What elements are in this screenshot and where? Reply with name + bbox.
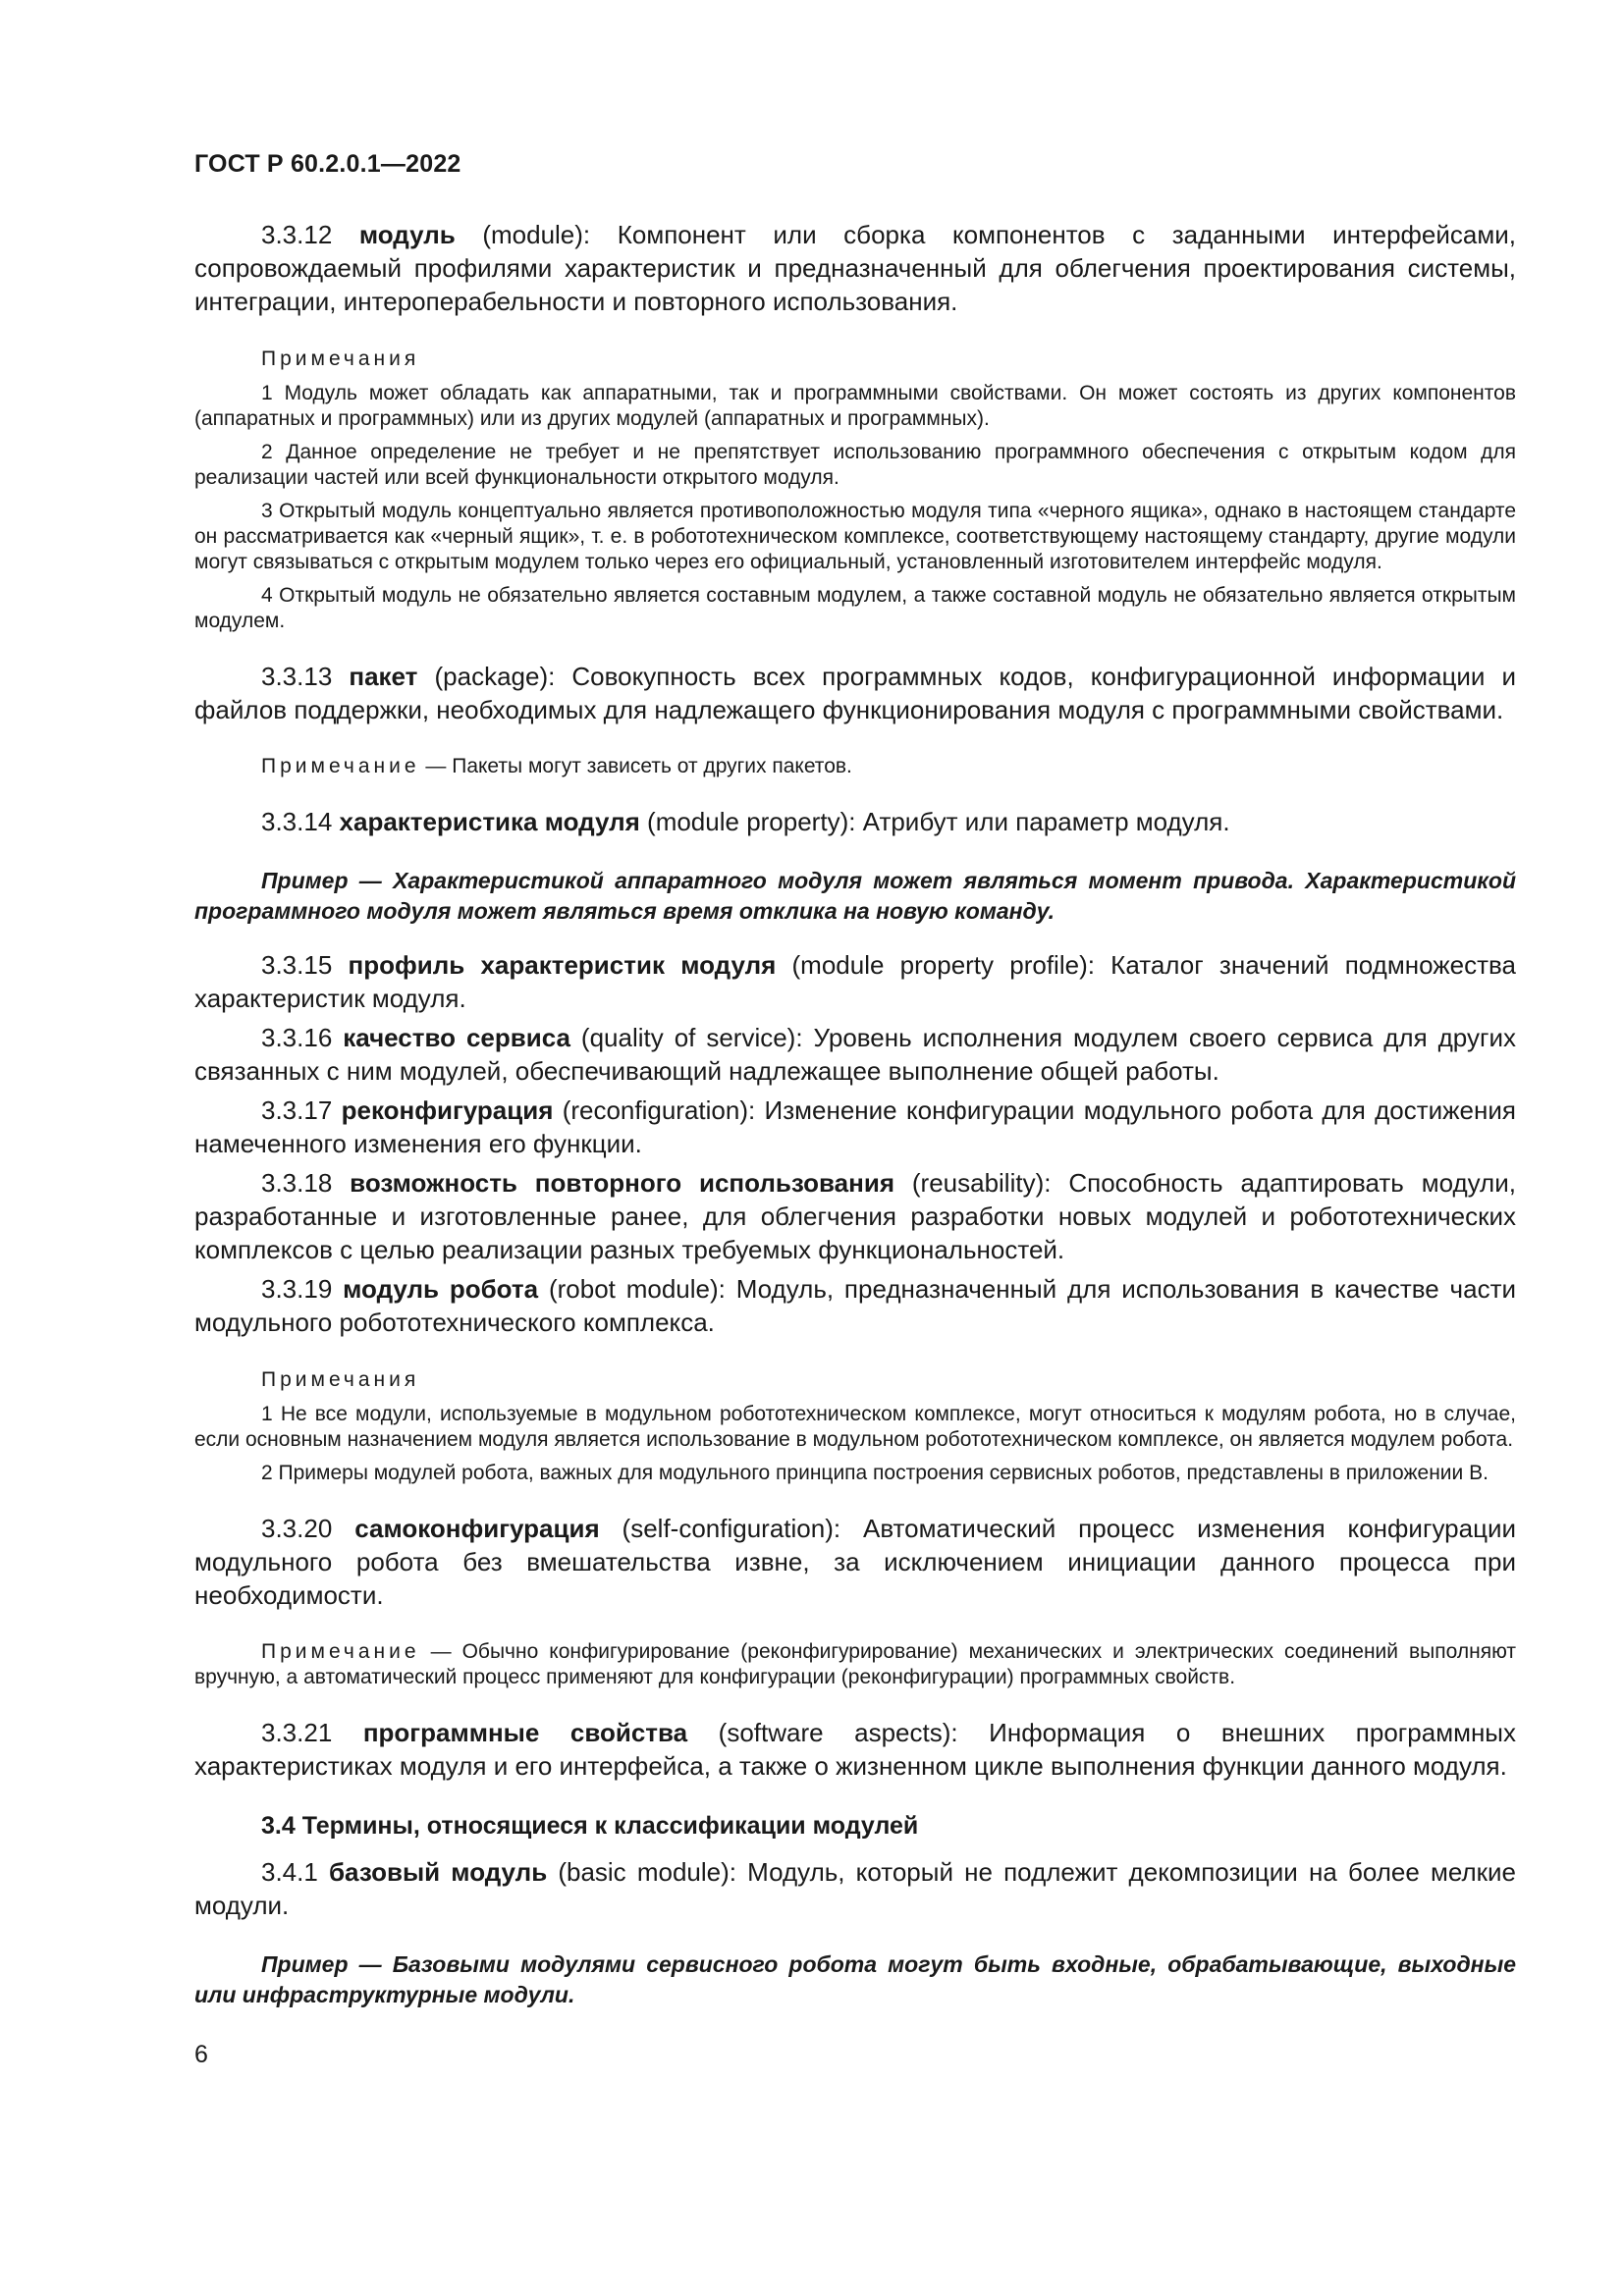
- note-item: 1 Не все модули, используемые в модульном робототехническом комплексе, могут относиться к модулям робота, но в случае, если основным назначением модуля является использование в модульном робототехническом комплексе, он является модулем робота.: [194, 1403, 1516, 1451]
- note-item: 2 Данное определение не требует и не препятствует использованию программного обеспечения с открытым кодом для реализации частей или всей функциональности открытого модуля.: [194, 441, 1516, 489]
- note-item: 1 Модуль может обладать как аппаратными, так и программными свойствами. Он может состоять из других компонентов (аппаратных и программных) или из других модулей (аппаратных и программных).: [194, 382, 1516, 430]
- term-3-3-16: 3.3.16 качество сервиса (quality of service): Уровень исполнения модулем своего сервиса для других связанных с ним модулей, обеспечивающий надлежащее выполнение общей работы.: [194, 1023, 1516, 1086]
- document-body: [194, 218, 1516, 2032]
- note-item: 2 Примеры модулей робота, важных для модульного принципа построения сервисных роботов, представлены в приложении В.: [261, 1462, 1489, 1484]
- term-3-3-20: 3.3.20 самоконфигурация (self-configuration): Автоматический процесс изменения конфигурации модульного робота без вмешательства извне, за исключением инициации данного процесса при необходимости.: [194, 1514, 1517, 1610]
- term-title: самоконфигурация: [354, 1514, 600, 1543]
- term-title: качество сервиса: [343, 1023, 570, 1052]
- note-package: Примечание — Пакеты могут зависеть от других пакетов.: [261, 755, 852, 777]
- term-title: профиль характеристик модуля: [348, 950, 777, 980]
- term-title: характеристика модуля: [339, 807, 640, 836]
- term-3-3-12: 3.3.12 модуль (module): Компонент или сборка компонентов с заданными интерфейсами, сопровождаемый профилями характеристик и предназначенный для облегчения проектирования системы, интеграции, интероперабельности и повторного использования.: [194, 220, 1516, 316]
- section-heading: 3.4 Термины, относящиеся к классификации модулей: [261, 1812, 919, 1840]
- note-label: Примечание: [261, 755, 420, 777]
- term-3-3-21: 3.3.21 программные свойства (software aspects): Информация о внешних программных характеристиках модуля и его интерфейса, а также о жизненном цикле выполнения функции данного модуля.: [194, 1718, 1516, 1781]
- example-basic-module: Пример — Базовыми модулями сервисного робота могут быть входные, обрабатывающие, выходные или инфраструктурные модули.: [194, 1951, 1516, 2007]
- term-3-3-14: 3.3.14 характеристика модуля (module property): Атрибут или параметр модуля.: [261, 807, 1230, 836]
- note-item: 3 Открытый модуль концептуально является противоположностью модуля типа «черного ящика», однако в настоящем стандарте он рассматривается как «черный ящик», т. е. в робототехническом комплексе, соответствующему настоящему стандарту, другие модули могут связываться с открытым модулем только через его официальный, установленный изготовителем интерфейс модуля.: [194, 500, 1516, 573]
- term-3-3-18: 3.3.18 возможность повторного использования (reusability): Способность адаптировать модули, разработанные и изготовленные ранее, для облегчения разработки новых модулей и робототехнических комплексов с целью реализации разных требуемых функциональностей.: [194, 1168, 1516, 1264]
- term-title: базовый модуль: [328, 1857, 548, 1887]
- page-number: 6: [194, 2041, 208, 2068]
- note-label: Примечание: [261, 1640, 420, 1663]
- document-header: ГОСТ Р 60.2.0.1—2022: [194, 150, 461, 178]
- term-3-3-17: 3.3.17 реконфигурация (reconfiguration): Изменение конфигурации модульного робота для достижения намеченного изменения его функции.: [194, 1095, 1516, 1158]
- term-3-3-13: 3.3.13 пакет (package): Совокупность всех программных кодов, конфигурационной информации и файлов поддержки, необходимых для надлежащего функционирования модуля с программными свойствами.: [194, 662, 1516, 724]
- term-title: возможность повторного использования: [350, 1168, 894, 1198]
- term-3-3-19: 3.3.19 модуль робота (robot module): Модуль, предназначенный для использования в качестве части модульного робототехнического комплекса.: [194, 1274, 1516, 1337]
- term-title: модуль робота: [343, 1274, 539, 1304]
- notes-heading: Примечания: [261, 347, 420, 370]
- term-title: реконфигурация: [341, 1095, 554, 1125]
- notes-heading: Примечания: [261, 1368, 420, 1391]
- term-title: модуль: [358, 220, 456, 249]
- note-self-configuration: Примечание — Обычно конфигурирование (реконфигурирование) механических и электрических соединений выполняют вручную, а автоматический процесс применяют для конфигурации (реконфигурации) программных свойств.: [194, 1640, 1516, 1688]
- term-3-3-15: 3.3.15 профиль характеристик модуля (module property profile): Каталог значений подмножества характеристик модуля.: [194, 950, 1516, 1013]
- example-module-property: Пример — Характеристикой аппаратного модуля может являться момент привода. Характеристикой программного модуля может являться время отклика на новую команду.: [194, 868, 1516, 924]
- term-3-4-1: 3.4.1 базовый модуль (basic module): Модуль, который не подлежит декомпозиции на более мелкие модули.: [194, 1857, 1516, 1920]
- term-title: программные свойства: [362, 1718, 688, 1747]
- term-title: пакет: [349, 662, 418, 691]
- note-item: 4 Открытый модуль не обязательно является составным модулем, а также составной модуль не обязательно является открытым модулем.: [194, 584, 1516, 632]
